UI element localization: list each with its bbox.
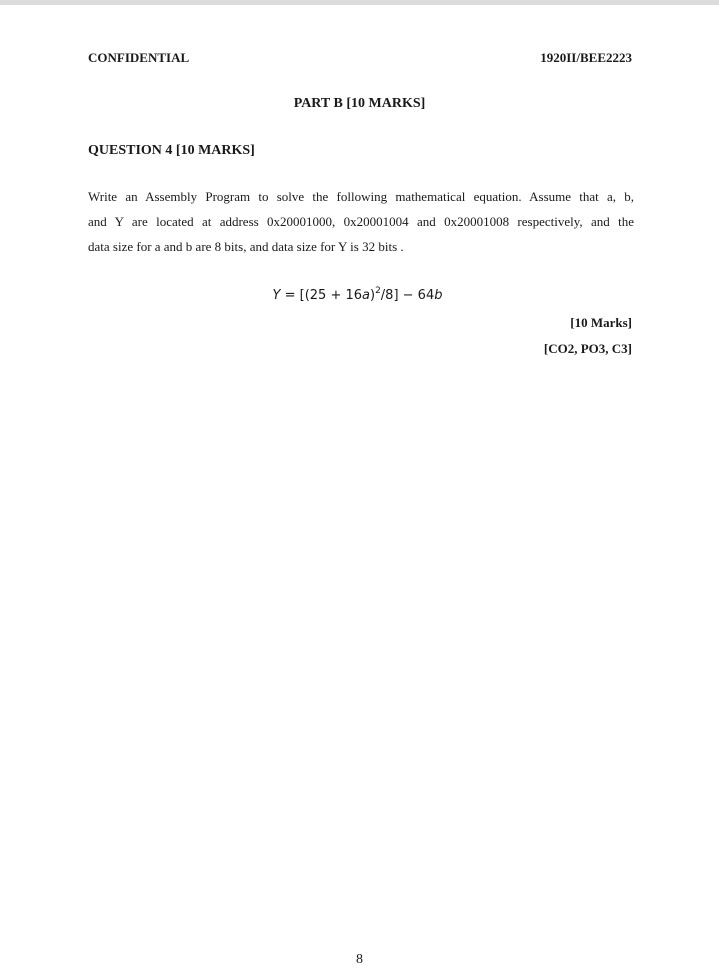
question-title: QUESTION 4 [10 MARKS]	[88, 143, 255, 158]
marks-allocation: [10 Marks]	[570, 315, 632, 330]
equation-part: = [(25 + 16	[280, 288, 363, 303]
equation-variable-a: a	[362, 288, 370, 303]
course-outcomes: [CO2, PO3, C3]	[543, 341, 632, 356]
course-code: 1920II/BEE2223	[540, 50, 632, 65]
question-text	[88, 184, 634, 259]
equation-part: )	[369, 288, 376, 303]
page-number: 8	[356, 952, 363, 967]
equation-part: /8] − 64	[380, 288, 435, 303]
equation-variable-y: Y	[272, 288, 281, 303]
page-top-band	[0, 0, 719, 5]
question-text-line: Write an Assembly Program to solve the following mathematical equation. Assume that a, b,	[88, 189, 634, 204]
equation-exponent: 2	[375, 286, 381, 296]
equation-variable-b: b	[434, 288, 443, 303]
equation	[0, 288, 719, 303]
confidential-label: CONFIDENTIAL	[88, 50, 190, 65]
part-title: PART B [10 MARKS]	[293, 96, 426, 111]
question-text-line: data size for a and b are 8 bits, and data size for Y is 32 bits .	[88, 239, 404, 254]
question-text-line: and Y are located at address 0x20001000, 0x20001004 and 0x20001008 respectively, and the	[88, 214, 634, 229]
